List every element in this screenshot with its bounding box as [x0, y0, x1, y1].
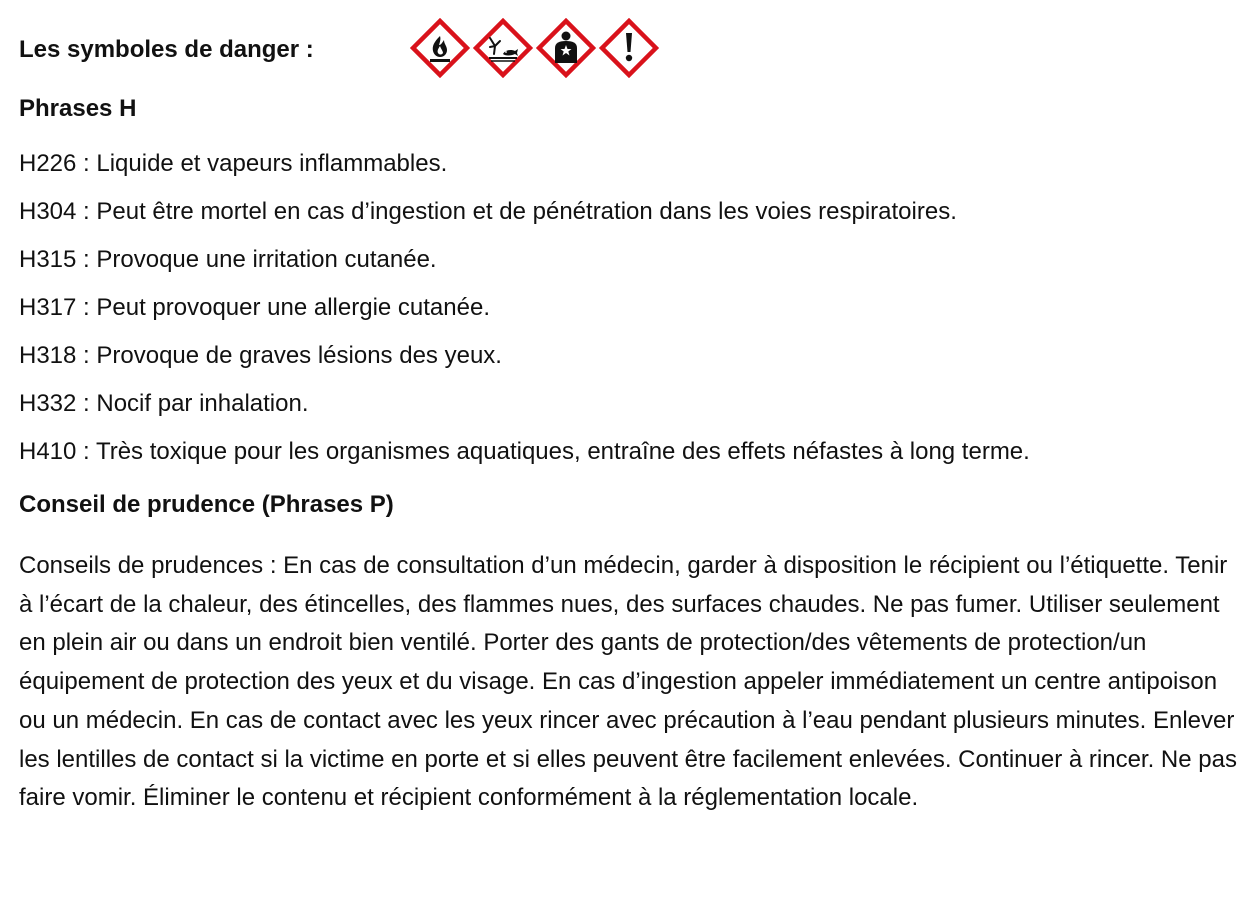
h-phrases-list [19, 146, 1030, 482]
hazard-symbols-row [19, 18, 1244, 80]
h-phrase-item: H226 : Liquide et vapeurs inflammables. [19, 150, 448, 177]
h-phrase-item: H410 : Très toxique pour les organismes aquatiques, entraîne des effets néfastes à long terme. [19, 438, 1030, 465]
hazard-symbols-label: Les symboles de danger : [19, 36, 314, 63]
h-phrase-item: H318 : Provoque de graves lésions des yeux. [19, 342, 502, 369]
health-hazard-icon [536, 18, 596, 78]
h-phrase-item: H332 : Nocif par inhalation. [19, 390, 309, 417]
flame-icon [410, 18, 470, 78]
h-phrase-item: H315 : Provoque une irritation cutanée. [19, 246, 437, 273]
p-phrases-title: Conseil de prudence (Phrases P) [19, 491, 394, 518]
hazard-pictograms [410, 18, 662, 78]
p-phrases-paragraph: Conseils de prudences : En cas de consultation d’un médecin, garder à disposition le récipient ou l’étiquette. Tenir à l’écart de la chaleur, des étincelles, des flammes nues, des surfaces chaudes. Ne pas fumer. Utiliser seulement en plein air ou dans un endroit bien ventilé. Porter des gants de protection/des vêtements de protection/un équipement de protection des yeux et du visage. En cas d’ingestion appeler immédiatement un centre antipoison ou un médecin. En cas de contact avec les yeux rincer avec précaution à l’eau pendant plusieurs minutes. Enlever les lentilles de contact si la victime en porte et si elles peuvent être facilement enlevées. Continuer à rincer. Ne pas faire vomir. Éliminer le contenu et récipient conformément à la réglementation locale. [19, 552, 1237, 812]
h-phrase-item: H304 : Peut être mortel en cas d’ingestion et de pénétration dans les voies respiratoires. [19, 198, 957, 225]
exclamation-icon [599, 18, 659, 78]
environment-icon [473, 18, 533, 78]
h-phrase-item: H317 : Peut provoquer une allergie cutanée. [19, 294, 490, 321]
h-phrases-title: Phrases H [19, 95, 137, 122]
